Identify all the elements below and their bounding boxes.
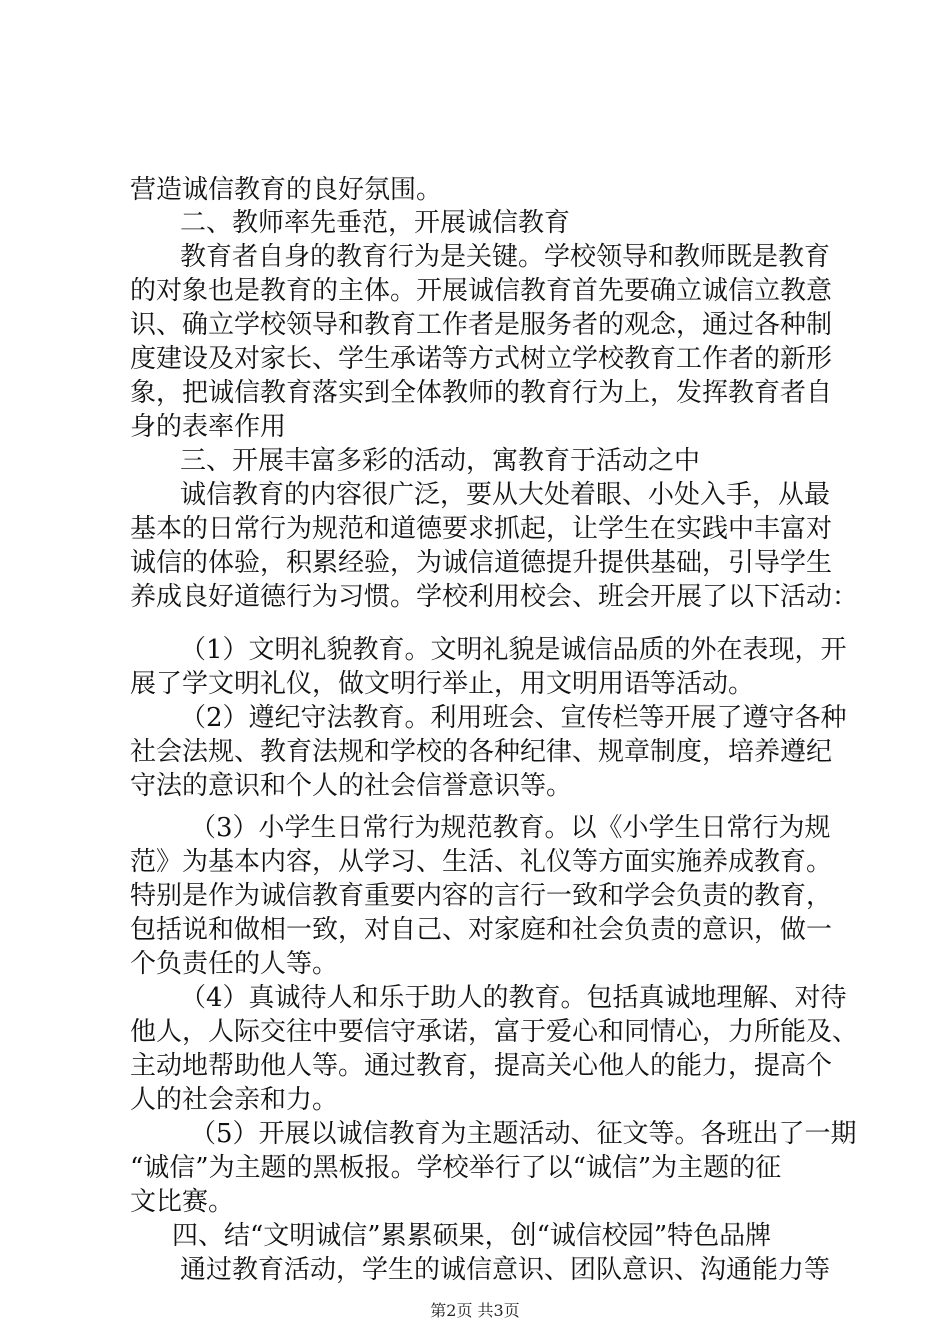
text-line: 个负责任的人等。 <box>130 949 339 979</box>
text-line: 通过教育活动，学生的诚信意识、团队意识、沟通能力等 <box>180 1255 831 1285</box>
section-heading: 四、结“文明诚信”累累硕果，创“诚信校园”特色品牌 <box>172 1221 772 1251</box>
text-line: 人的社会亲和力。 <box>130 1085 339 1115</box>
text-line: 主动地帮助他人等。通过教育，提高关心他人的能力，提高个 <box>130 1051 833 1081</box>
text-line: 包括说和做相一致，对自己、对家庭和社会负责的意识，做一 <box>130 915 833 945</box>
text-line: 特别是作为诚信教育重要内容的言行一致和学会负责的教育， <box>130 881 833 911</box>
text-line: 教育者自身的教育行为是关键。学校领导和教师既是教育 <box>180 242 831 272</box>
text-line: 诚信的体验，积累经验，为诚信道德提升提供基础，引导学生 <box>130 548 833 578</box>
text-line: 他人，人际交往中要信守承诺，富于爱心和同情心，力所能及、 <box>130 1017 859 1047</box>
page-number-footer: 第2页 共3页 <box>430 1301 520 1320</box>
text-line: 守法的意识和个人的社会信誉意识等。 <box>130 771 573 801</box>
section-heading: 三、开展丰富多彩的活动，寓教育于活动之中 <box>180 446 701 476</box>
text-line: 社会法规、教育法规和学校的各种纪律、规章制度，培养遵纪 <box>130 737 833 767</box>
text-line: 文比赛。 <box>130 1187 235 1217</box>
list-item-line: （1）文明礼貌教育。文明礼貌是诚信品质的外在表现，开 <box>180 635 847 665</box>
text-line: 度建设及对家长、学生承诺等方式树立学校教育工作者的新形 <box>130 344 833 374</box>
text-line: 识、确立学校领导和教育工作者是服务者的观念，通过各种制 <box>130 310 833 340</box>
list-item-line: （3）小学生日常行为规范教育。以《小学生日常行为规 <box>190 813 831 843</box>
list-item-line: （4）真诚待人和乐于助人的教育。包括真诚地理解、对待 <box>180 983 847 1013</box>
text-line: 基本的日常行为规范和道德要求抓起，让学生在实践中丰富对 <box>130 514 833 544</box>
text-line: 的对象也是教育的主体。开展诚信教育首先要确立诚信立教意 <box>130 276 833 306</box>
text-line: 身的表率作用 <box>130 412 287 442</box>
list-item-line: （2）遵纪守法教育。利用班会、宣传栏等开展了遵守各种 <box>180 703 847 733</box>
text-line: 诚信教育的内容很广泛，要从大处着眼、小处入手，从最 <box>180 480 831 510</box>
text-line: 象，把诚信教育落实到全体教师的教育行为上，发挥教育者自 <box>130 378 833 408</box>
text-line: “诚信”为主题的黑板报。学校举行了以“诚信”为主题的征 <box>130 1153 782 1183</box>
text-line: 养成良好道德行为习惯。学校利用校会、班会开展了以下活动： <box>130 582 859 612</box>
text-line: 营造诚信教育的良好氛围。 <box>130 175 443 205</box>
text-line: 范》为基本内容，从学习、生活、礼仪等方面实施养成教育。 <box>130 847 833 877</box>
section-heading: 二、教师率先垂范，开展诚信教育 <box>180 208 571 238</box>
list-item-line: （5）开展以诚信教育为主题活动、征文等。各班出了一期 <box>190 1119 857 1149</box>
text-line: 展了学文明礼仪，做文明行举止，用文明用语等活动。 <box>130 669 755 699</box>
